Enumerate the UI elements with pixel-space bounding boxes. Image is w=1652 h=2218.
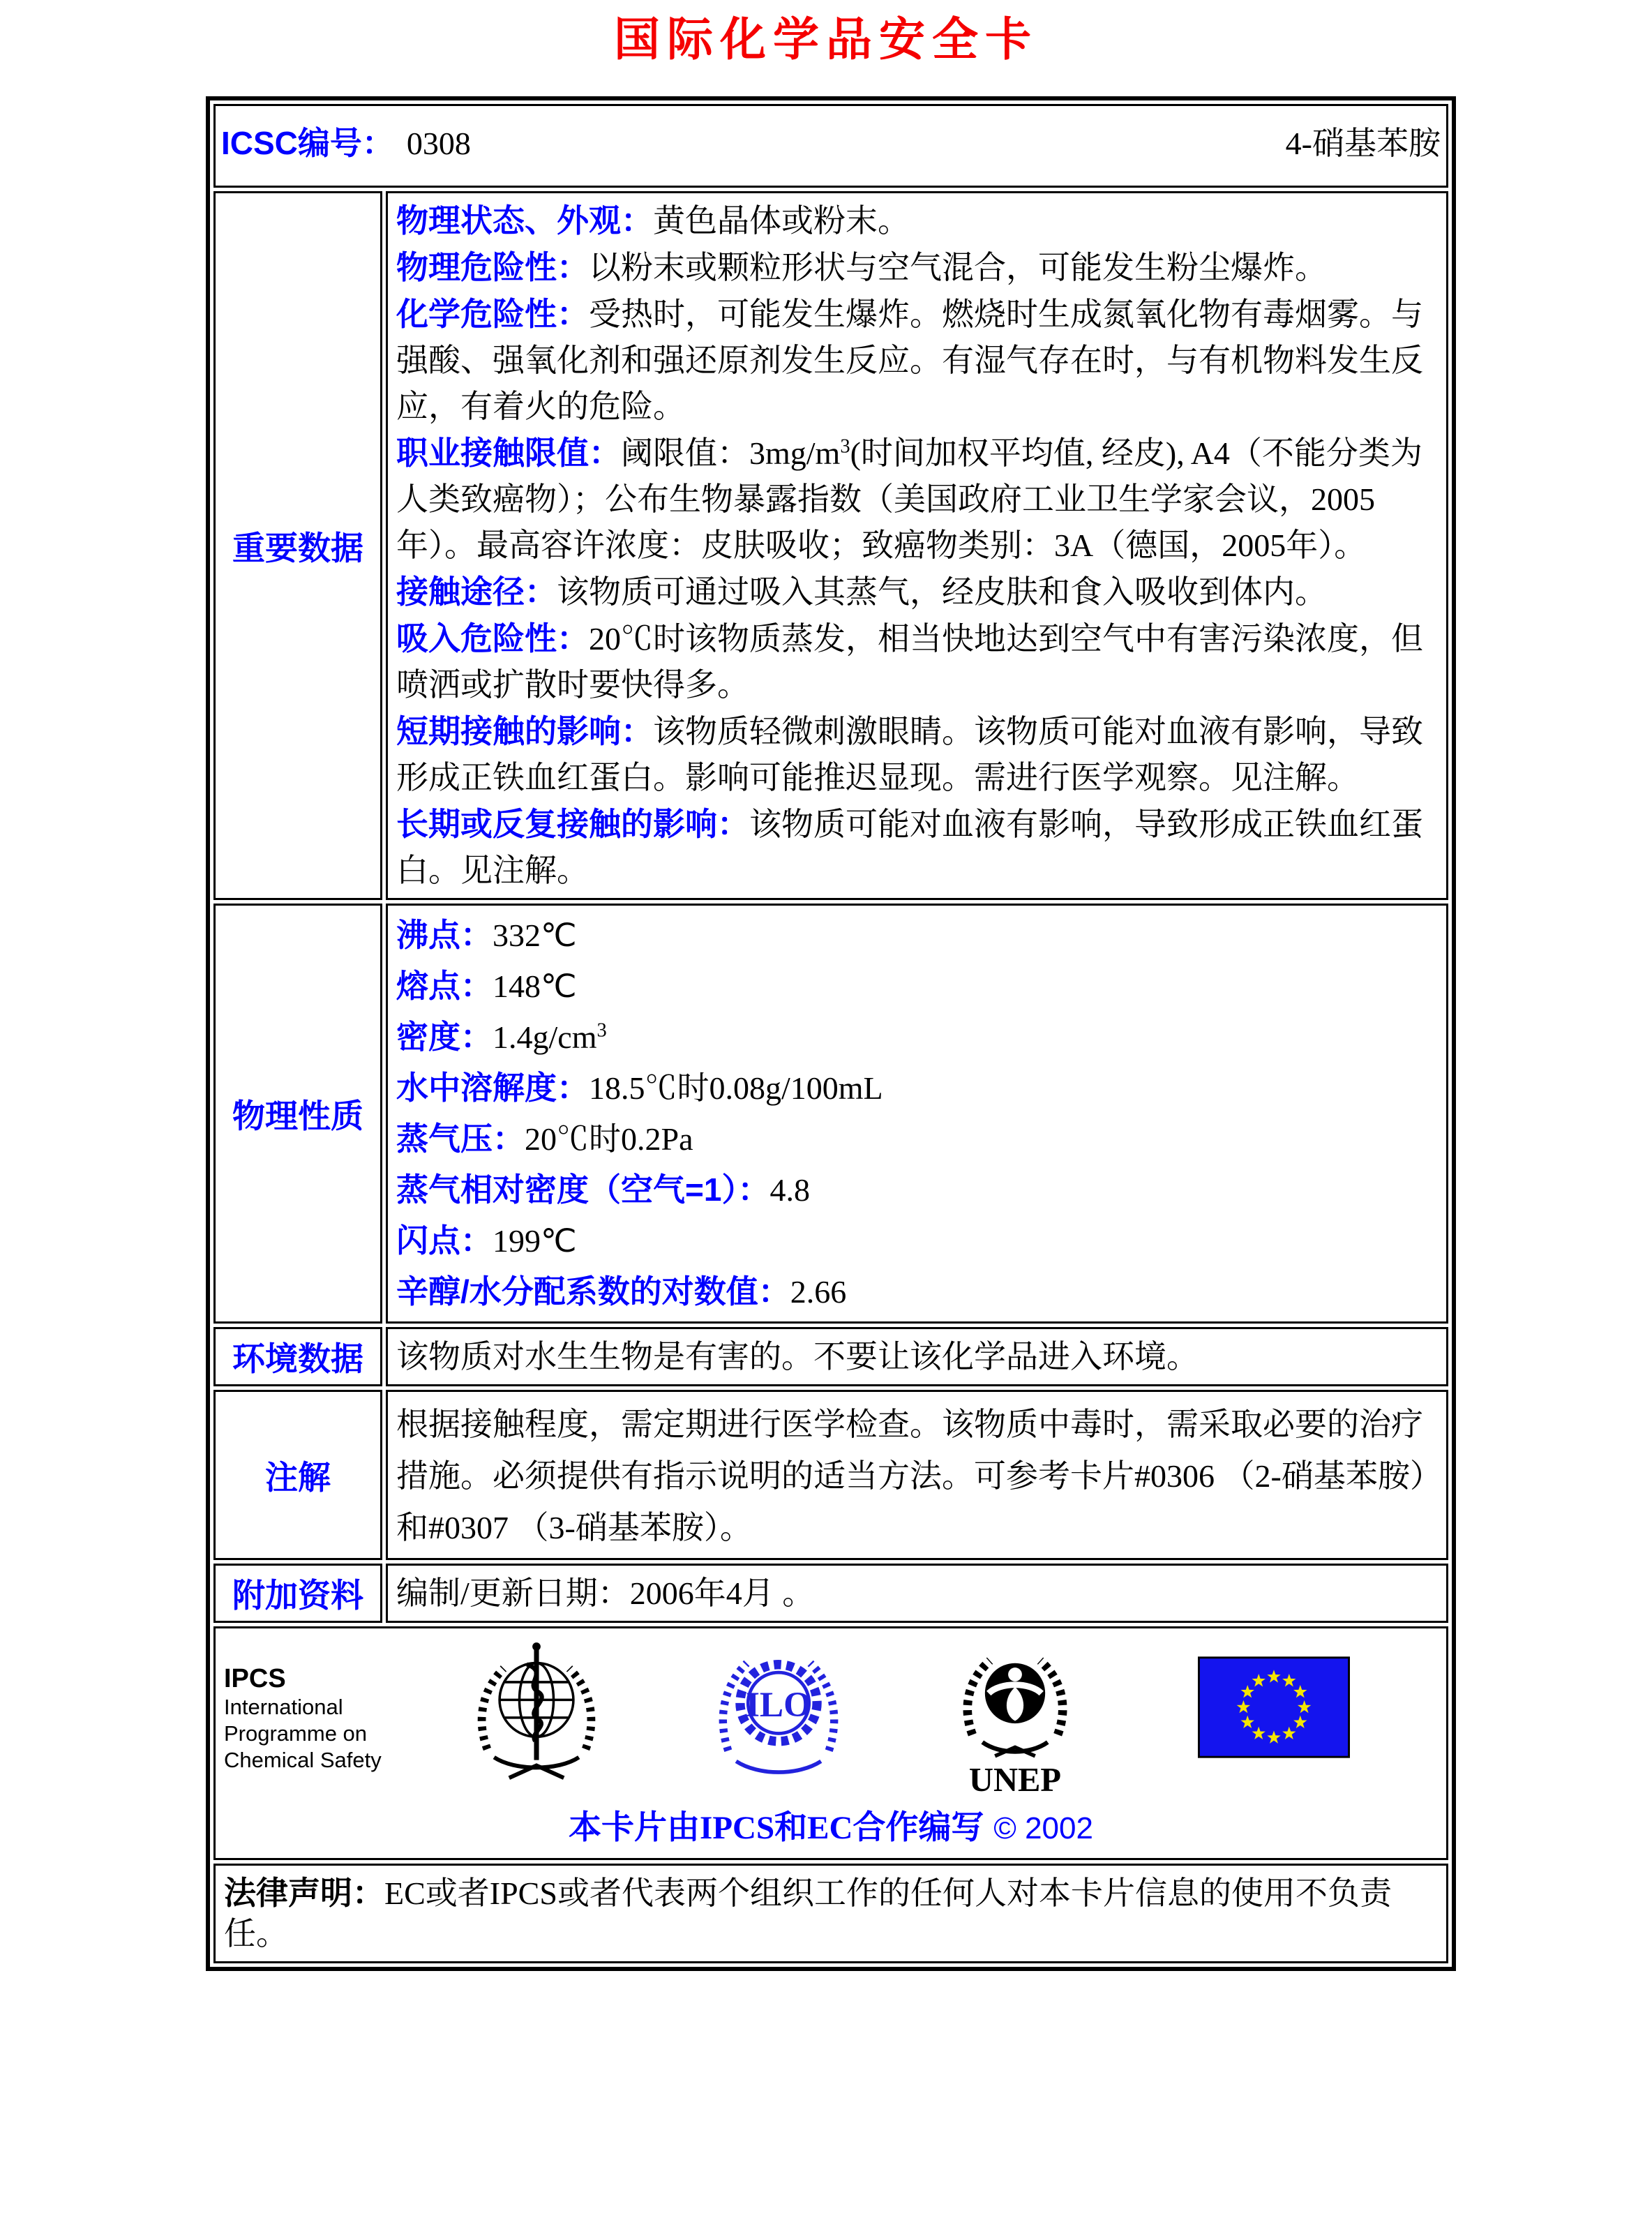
- data-line: [396, 801, 1436, 894]
- ipcs-line: Chemical Safety: [224, 1748, 382, 1772]
- data-line: [396, 910, 1436, 961]
- field-label: 短期接触的影响：: [396, 713, 653, 749]
- data-line: [396, 291, 1436, 430]
- important-data-content: [386, 191, 1448, 900]
- important-data-row: [213, 191, 1448, 900]
- section-label-physical-properties: 物理性质: [213, 904, 382, 1324]
- field-value: 4.8: [769, 1172, 810, 1208]
- field-label: 密度：: [396, 1019, 493, 1055]
- field-label: 蒸气压：: [396, 1121, 525, 1157]
- field-label: 长期或反复接触的影响：: [396, 806, 749, 842]
- data-line: [396, 244, 1436, 291]
- section-label-environmental-data: 环境数据: [213, 1327, 382, 1386]
- field-label: 物理危险性：: [396, 249, 589, 285]
- section-label-additional-info: 附加资料: [213, 1564, 382, 1623]
- legal-row: [213, 1864, 1448, 1963]
- data-line: [396, 961, 1436, 1012]
- copyright-text: © 2002: [993, 1811, 1093, 1845]
- page-title: 国际化学品安全卡: [614, 13, 1038, 65]
- field-value: 该物质轻微刺激眼睛。该物质可能对血液有影响，导致形成正铁血红蛋白。影响可能推迟显现。需进行医学观察。见注解。: [396, 714, 1423, 795]
- icsc-number-group: [221, 118, 471, 164]
- field-label: 接触途径：: [396, 574, 557, 610]
- data-line: [396, 1215, 1436, 1266]
- ilo-logo-icon: [712, 1637, 845, 1798]
- data-line: [396, 569, 1436, 615]
- data-line: [396, 430, 1436, 569]
- field-value: 该物质可通过吸入其蒸气，经皮肤和食入吸收到体内。: [557, 574, 1327, 610]
- field-value: 18.5℃时0.08g/100mL: [589, 1070, 883, 1106]
- field-label: 职业接触限值：: [396, 435, 621, 471]
- field-label: 化学危险性：: [396, 296, 589, 332]
- data-line: [396, 197, 1436, 244]
- ilo-letters: ILO: [745, 1684, 812, 1725]
- field-label: 吸入危险性：: [396, 620, 589, 657]
- field-value: 以粉末或颗粒形状与空气混合，可能发生粉尘爆炸。: [589, 250, 1327, 285]
- field-value: 199℃: [493, 1223, 577, 1259]
- header-row: [213, 104, 1448, 188]
- ipcs-line: International: [224, 1695, 343, 1719]
- field-value: 该物质可能对血液有影响，导致形成正铁血红蛋白。见注解。: [396, 807, 1423, 888]
- eu-flag-icon: [1198, 1656, 1350, 1766]
- field-value: 20℃时0.2Pa: [525, 1121, 693, 1157]
- field-label: 物理状态、外观：: [396, 202, 653, 239]
- physical-properties-content: [386, 904, 1448, 1324]
- field-value: 黄色晶体或粉末。: [653, 203, 910, 239]
- logos-row: [213, 1626, 1448, 1860]
- field-label: 水中溶解度：: [396, 1070, 589, 1106]
- field-value: 2.66: [790, 1274, 847, 1310]
- legal-text: EC或者IPCS或者代表两个组织工作的任何人对本卡片信息的使用不负责任。: [224, 1875, 1392, 1951]
- icsc-number-value: 0308: [406, 126, 471, 161]
- data-line: [396, 708, 1436, 801]
- field-label: 熔点：: [396, 968, 493, 1004]
- field-label: 辛醇/水分配系数的对数值：: [396, 1273, 790, 1310]
- icsc-number-label: ICSC编号：: [221, 125, 394, 161]
- unep-letters: UNEP: [968, 1761, 1062, 1799]
- logos-cell: [213, 1626, 1448, 1860]
- data-line: [396, 1164, 1436, 1215]
- section-label-important-data: 重要数据: [213, 191, 382, 900]
- credit-line: [223, 1808, 1439, 1848]
- section-label-notes: 注解: [213, 1390, 382, 1560]
- data-line: [396, 1266, 1436, 1317]
- environmental-data-row: [213, 1327, 1448, 1386]
- ipcs-line: Programme on: [224, 1721, 368, 1746]
- data-line: [396, 1114, 1436, 1164]
- data-line: [396, 615, 1436, 708]
- field-label: 闪点：: [396, 1222, 493, 1259]
- data-line: [396, 1012, 1436, 1063]
- field-value: 20℃时该物质蒸发，相当快地达到空气中有害污染浓度，但喷洒或扩散时要快得多。: [396, 621, 1423, 703]
- field-value: 受热时，可能发生爆炸。燃烧时生成氮氧化物有毒烟雾。与强酸、强氧化剂和强还原剂发生反应。有湿气存在时，与有机物料发生反应，有着火的危险。: [396, 297, 1423, 424]
- data-line: [396, 1063, 1436, 1114]
- ipcs-abbr: IPCS: [224, 1664, 286, 1693]
- logos-area: [223, 1635, 1439, 1801]
- notes-content: 根据接触程度，需定期进行医学检查。该物质中毒时，需采取必要的治疗措施。必须提供有指示说明的适当方法。可参考卡片#0306 （2-硝基苯胺）和#0307 （3-硝基苯胺）。: [386, 1390, 1448, 1560]
- field-value: $1.4g/cm^3$: [493, 1019, 607, 1055]
- field-value: 阈限值：$3mg/m^3$(时间加权平均值, 经皮), A4（不能分类为人类致癌物）；公布生物暴露指数（美国政府工业卫生学家会议，2005年）。最高容许浓度：皮肤吸收；致癌物类别：3A（德国，2005年）。: [396, 435, 1422, 563]
- legal-label: 法律声明：: [224, 1875, 384, 1911]
- ipcs-text-block: [224, 1663, 382, 1774]
- notes-row: [213, 1390, 1448, 1560]
- field-value: 332℃: [493, 917, 577, 953]
- physical-properties-row: [213, 904, 1448, 1324]
- credit-text: 本卡片由IPCS和EC合作编写: [569, 1810, 984, 1846]
- field-label: 蒸气相对密度（空气=1）：: [396, 1171, 770, 1208]
- icsc-card-table: [206, 96, 1456, 1971]
- environmental-data-content: 该物质对水生生物是有害的。不要让该化学品进入环境。: [386, 1327, 1448, 1386]
- additional-info-row: [213, 1564, 1448, 1623]
- additional-info-content: 编制/更新日期：2006年4月 。: [386, 1564, 1448, 1623]
- field-value: 148℃: [493, 968, 577, 1004]
- who-logo-icon: [468, 1637, 605, 1799]
- field-label: 沸点：: [396, 917, 493, 953]
- chemical-name: 4-硝基苯胺: [1285, 126, 1441, 161]
- header-cell: [213, 104, 1448, 188]
- legal-cell: [213, 1864, 1448, 1963]
- unep-logo-icon: [952, 1637, 1078, 1806]
